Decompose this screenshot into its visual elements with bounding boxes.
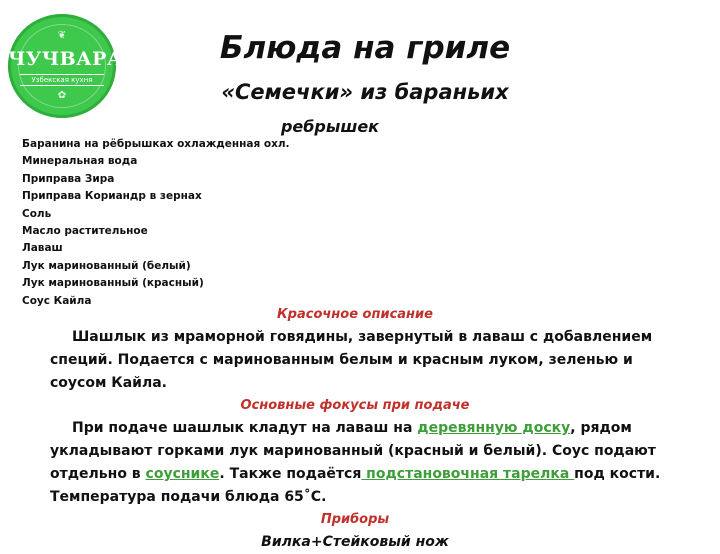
- ingredient-item: Приправа Кориандр в зернах: [22, 190, 202, 203]
- serving-text: , рядом: [570, 420, 632, 436]
- serving-text: отдельно в: [50, 466, 146, 482]
- serving-line: укладывают горками лук маринованный (красный и белый). Соус подают: [50, 443, 656, 459]
- logo-tagline: Узбекская кухня: [20, 74, 104, 86]
- description-line: Шашлык из мраморной говядины, завернутый в лаваш с добавлением: [72, 329, 653, 345]
- serving-heading: Основные фокусы при подаче: [240, 398, 470, 413]
- serving-text: . Также подаётся: [219, 466, 362, 482]
- ingredient-item: Масло растительное: [22, 224, 148, 237]
- ingredient-item: Соль: [22, 207, 52, 220]
- description-line: соусом Кайла.: [50, 375, 167, 391]
- description-heading: Красочное описание: [277, 307, 433, 322]
- ingredients-list: [22, 136, 290, 310]
- wooden-board-link[interactable]: деревянную доску: [417, 420, 571, 436]
- ingredient-item: Лук маринованный (красный): [22, 277, 204, 290]
- brand-logo: [8, 14, 123, 118]
- logo-name: ЧУЧВАРА: [8, 48, 123, 70]
- ingredient-item: Баранина на рёбрышках охлажденная охл.: [22, 138, 290, 150]
- ingredient-item: Минеральная вода: [22, 155, 138, 168]
- ingredient-item: Лук маринованный (белый): [22, 259, 191, 272]
- serving-text: При подаче шашлык кладут на лаваш на: [72, 420, 418, 436]
- ingredient-item: Лаваш: [22, 242, 63, 255]
- ingredient-item: Приправа Зира: [22, 172, 115, 185]
- logo-ornament-icon: ✿: [57, 90, 67, 101]
- sauce-boat-link[interactable]: соуснике: [145, 466, 220, 482]
- dish-name: «Семечки» из бараньих: [221, 80, 509, 104]
- dish-details: [50, 304, 660, 554]
- utensils-text: Вилка+Стейковый нож: [261, 534, 449, 550]
- serving-text: под кости.: [574, 466, 661, 482]
- logo-ornament-icon: ❦: [57, 30, 67, 41]
- underplate-link[interactable]: подстановочная тарелка: [361, 466, 575, 482]
- serving-line: [50, 463, 660, 486]
- serving-line: [50, 417, 660, 440]
- serving-line: Температура подачи блюда 65˚С.: [50, 489, 327, 505]
- page-title: Блюда на гриле: [219, 30, 511, 66]
- utensils-heading: Приборы: [320, 512, 390, 527]
- dish-name-line2: ребрышек: [280, 117, 380, 136]
- ingredient-item: Соус Кайла: [22, 294, 92, 307]
- description-line: специй. Подается с маринованным белым и красным луком, зеленью и: [50, 352, 633, 368]
